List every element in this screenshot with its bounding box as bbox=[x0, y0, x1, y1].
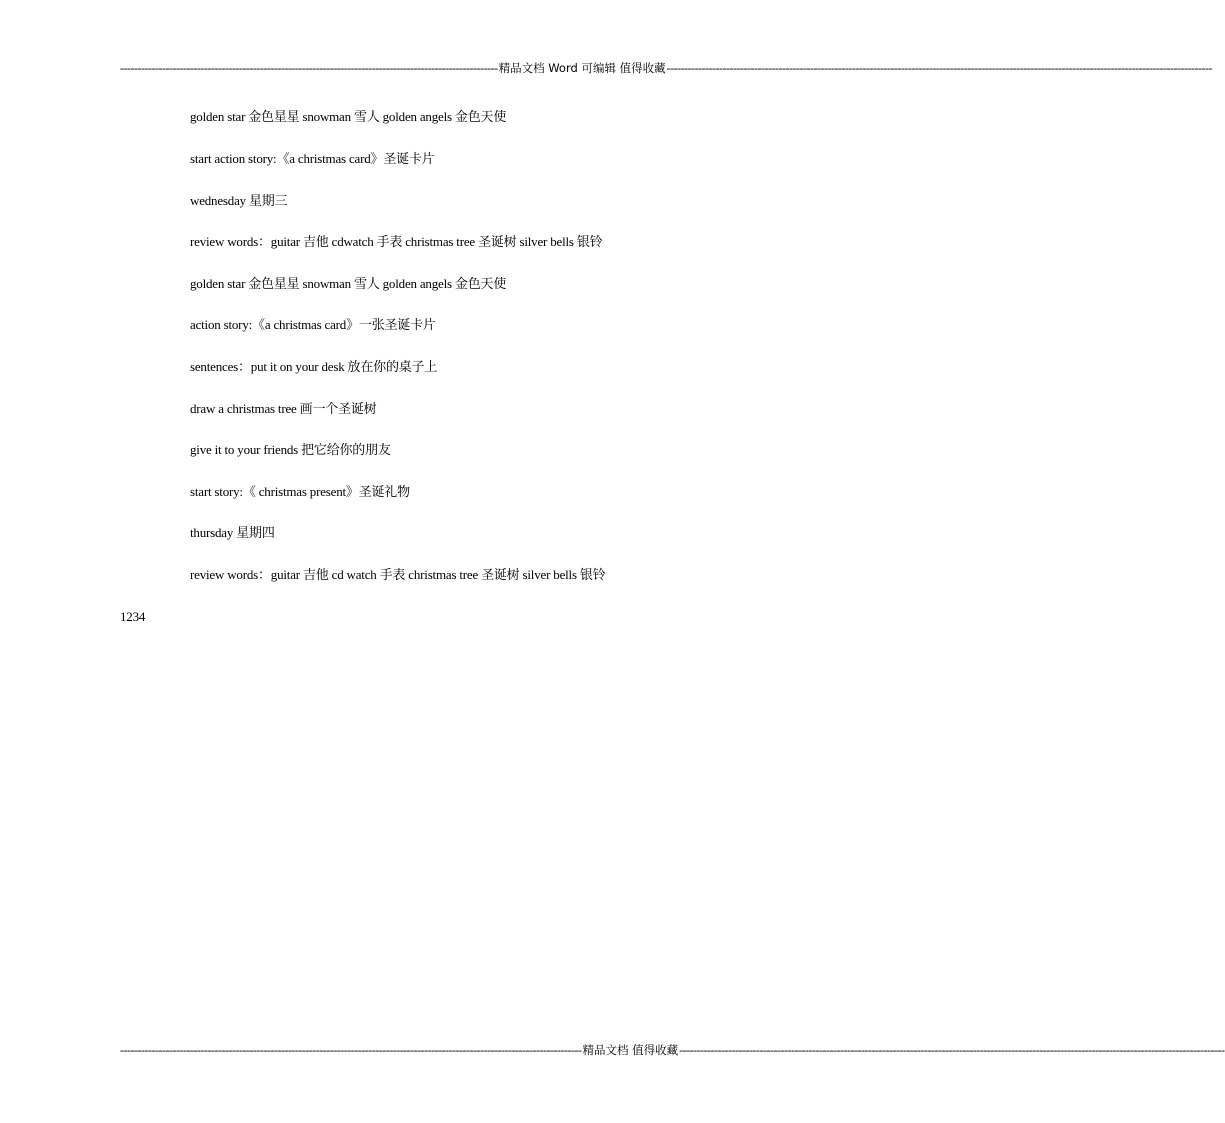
text-line: start action story:《a christmas card》圣诞卡片 bbox=[190, 151, 435, 166]
text-line: thursday 星期四 bbox=[190, 525, 275, 540]
text-line: give it to your friends 把它给你的朋友 bbox=[190, 442, 391, 457]
text-line: draw a christmas tree 画一个圣诞树 bbox=[190, 401, 377, 416]
text-line: golden star 金色星星 snowman 雪人 golden angels 金色天使 bbox=[190, 276, 507, 291]
text-line: review words：guitar 吉他 cdwatch 手表 christmas tree 圣诞树 silver bells 银铃 bbox=[190, 234, 603, 249]
text-line: action story:《a christmas card》一张圣诞卡片 bbox=[190, 317, 436, 332]
footer-rule-right: ------------------------------------------------------------------------------------------------------------------------------------------------------------ bbox=[679, 1043, 1225, 1057]
text-line: review words：guitar 吉他 cd watch 手表 christmas tree 圣诞树 silver bells 银铃 bbox=[190, 567, 606, 582]
page-header bbox=[120, 61, 1212, 75]
page-footer bbox=[120, 1043, 1225, 1057]
page-number: 1234 bbox=[120, 609, 146, 624]
text-line: start story:《 christmas present》圣诞礼物 bbox=[190, 484, 410, 499]
header-text: 精品文档 Word 可编辑 值得收藏 bbox=[498, 61, 666, 75]
text-line: wednesday 星期三 bbox=[190, 193, 288, 208]
footer-text: 精品文档 值得收藏 bbox=[582, 1043, 679, 1057]
header-rule-left: ------------------------------------------------------------------------------------------------------------ bbox=[120, 61, 498, 75]
text-line: sentences：put it on your desk 放在你的桌子上 bbox=[190, 359, 438, 374]
header-rule-right: ------------------------------------------------------------------------------------------------------------------------------------------------------------ bbox=[666, 61, 1212, 75]
footer-rule-left: ------------------------------------------------------------------------------------------------------------------------------------ bbox=[120, 1043, 582, 1057]
text-line: golden star 金色星星 snowman 雪人 golden angels 金色天使 bbox=[190, 109, 507, 124]
